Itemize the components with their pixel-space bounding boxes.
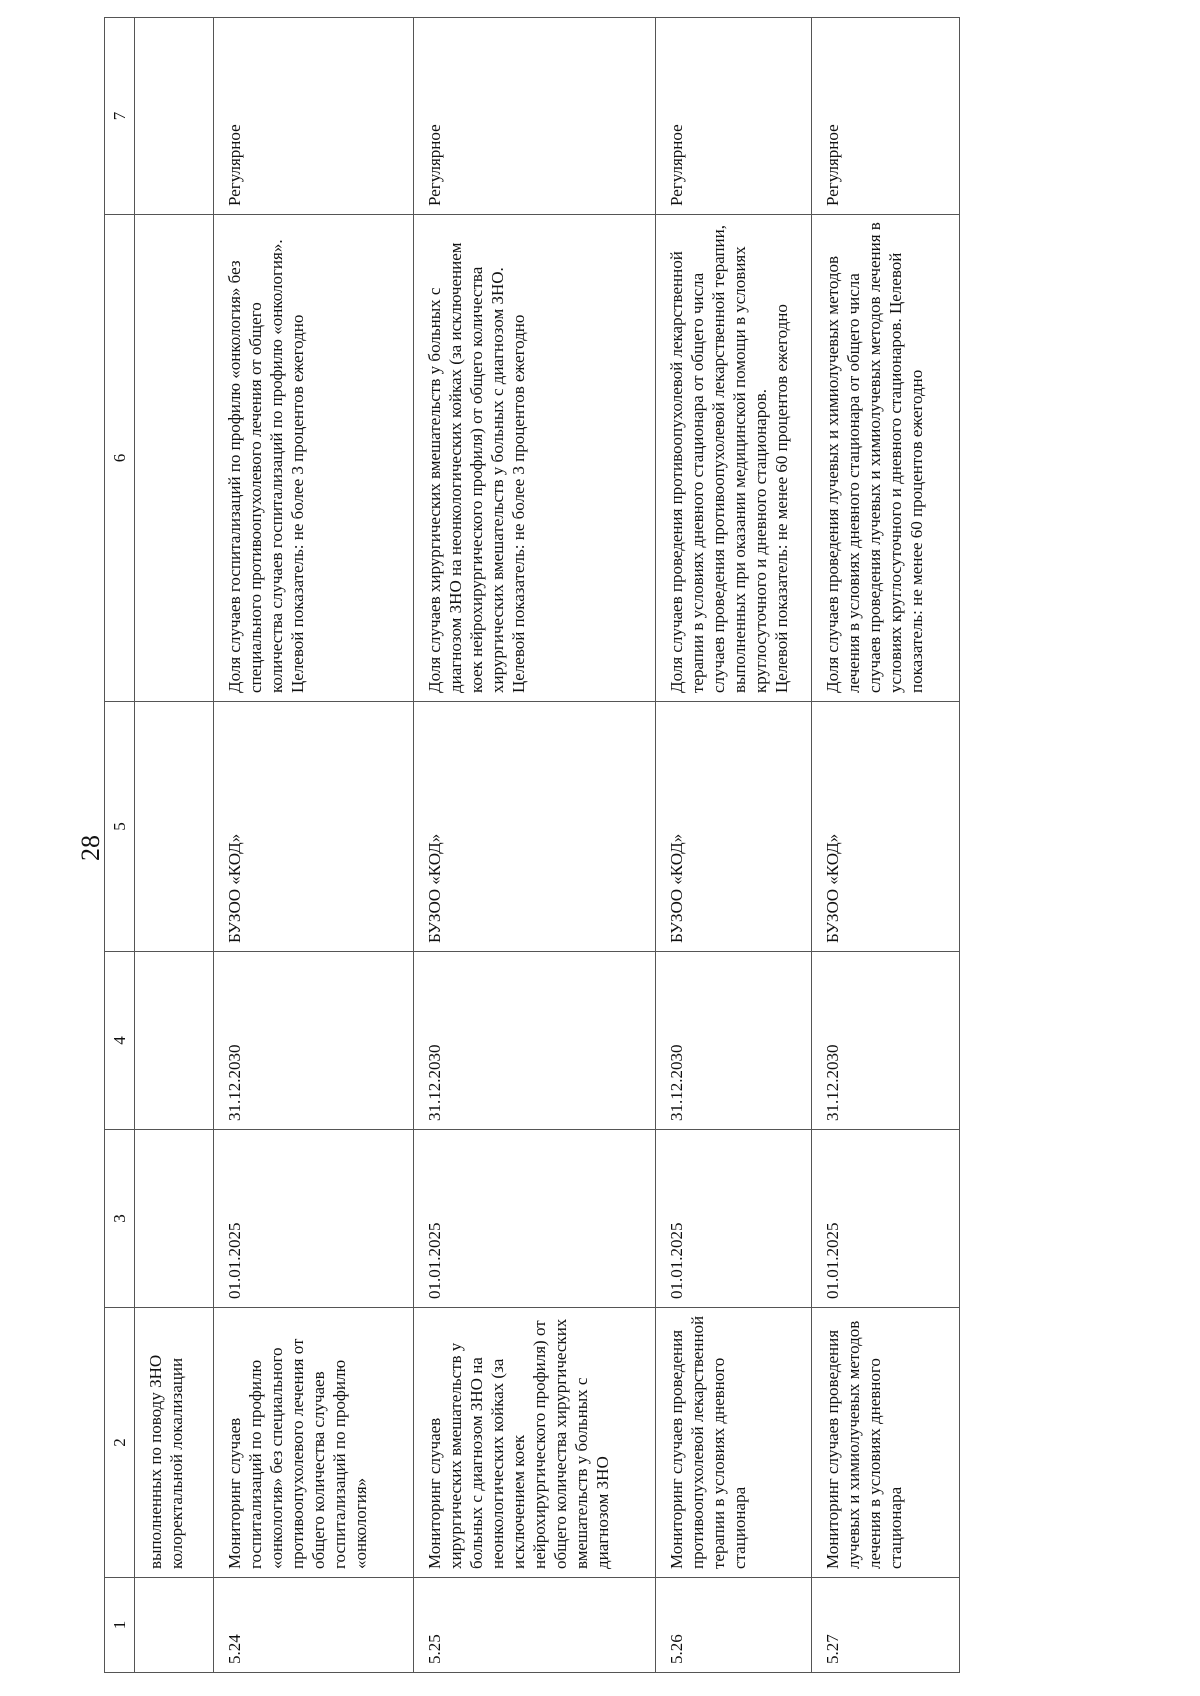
result-text: Доля случаев хирургических вмешательств у больных с диагнозом ЗНО на неонкологических койках (за исключением коек нейрохирургического профиля) от общего количества хирургических вмешательств у больных с диагнозом ЗНО.: [425, 242, 507, 693]
responsible-org: БУЗОО «КОД»: [214, 702, 414, 952]
column-header-5: 5: [105, 702, 135, 952]
row-number: 5.25: [414, 1578, 656, 1673]
measure-name: Мониторинг случаев хирургических вмешательств у больных с диагнозом ЗНО на неонкологических койках (за исключением коек нейрохирургического профиля) от общего количества хирургических вмешательств у больных с диагнозом ЗНО: [414, 1308, 656, 1578]
table-row: [414, 18, 656, 1673]
column-number-row: [105, 18, 135, 1673]
target-indicator: Целевой показатель: не менее 60 процентов ежегодно: [772, 304, 791, 693]
column-header-2: 2: [105, 1308, 135, 1578]
result-text: Доля случаев госпитализаций по профилю «онкология» без специального противоопухолевого лечения от общего количества случаев госпитализаций по профилю «онкология».: [225, 239, 286, 693]
periodicity: Регулярное: [656, 18, 812, 215]
periodicity: Регулярное: [812, 18, 960, 215]
row-number: 5.26: [656, 1578, 812, 1673]
responsible-org: БУЗОО «КОД»: [812, 702, 960, 952]
column-header-4: 4: [105, 952, 135, 1130]
row-number: 5.24: [214, 1578, 414, 1673]
row-number: 5.27: [812, 1578, 960, 1673]
target-indicator: Целевой показатель: не более 3 процентов ежегодно: [509, 314, 528, 693]
table-row: [812, 18, 960, 1673]
measure-name: Мониторинг случаев проведения противоопухолевой лекарственной терапии в условиях дневного стационара: [656, 1308, 812, 1578]
column-header-6: 6: [105, 215, 135, 702]
column-header-7: 7: [105, 18, 135, 215]
measure-name: Мониторинг случаев проведения лучевых и химиолучевых методов лечения в условиях дневного стационара: [812, 1308, 960, 1578]
end-date: 31.12.2030: [812, 952, 960, 1130]
continuation-num: [135, 1578, 214, 1673]
plan-table: [104, 17, 960, 1673]
measure-name: Мониторинг случаев госпитализаций по профилю «онкология» без специального противоопухолевого лечения от общего количества случаев госпитализаций по профилю «онкология»: [214, 1308, 414, 1578]
end-date: 31.12.2030: [214, 952, 414, 1130]
responsible-org: БУЗОО «КОД»: [414, 702, 656, 952]
table-row: [214, 18, 414, 1673]
end-date: 31.12.2030: [656, 952, 812, 1130]
result-description: Доля случаев проведения лучевых и химиолучевых методов лечения в условиях дневного стационара от общего числа случаев проведения лучевых и химиолучевых методов лечения в условиях круглосуточного и дневного стационаров. Целевой показатель: не менее 60 процентов ежегодно: [812, 215, 960, 702]
start-date: 01.01.2025: [214, 1130, 414, 1308]
responsible-org: БУЗОО «КОД»: [656, 702, 812, 952]
column-header-1: 1: [105, 1578, 135, 1673]
page-number: 28: [76, 835, 105, 861]
continuation-row: [135, 18, 214, 1673]
end-date: 31.12.2030: [414, 952, 656, 1130]
continuation-text: выполненных по поводу ЗНО колоректальной локализации: [135, 1308, 214, 1578]
result-description: [414, 215, 656, 702]
periodicity: Регулярное: [214, 18, 414, 215]
table-row: [656, 18, 812, 1673]
start-date: 01.01.2025: [812, 1130, 960, 1308]
start-date: 01.01.2025: [656, 1130, 812, 1308]
result-description: [656, 215, 812, 702]
result-description: [214, 215, 414, 702]
column-header-3: 3: [105, 1130, 135, 1308]
result-text: Доля случаев проведения противоопухолевой лекарственной терапии в условиях дневного стационара от общего числа случаев проведения противоопухолевой лекарственной терапии, выполненных при оказании медицинской помощи в условиях круглосуточного и дневного стационаров.: [667, 225, 770, 693]
start-date: 01.01.2025: [414, 1130, 656, 1308]
periodicity: Регулярное: [414, 18, 656, 215]
target-indicator: Целевой показатель: не более 3 процентов ежегодно: [288, 314, 307, 693]
